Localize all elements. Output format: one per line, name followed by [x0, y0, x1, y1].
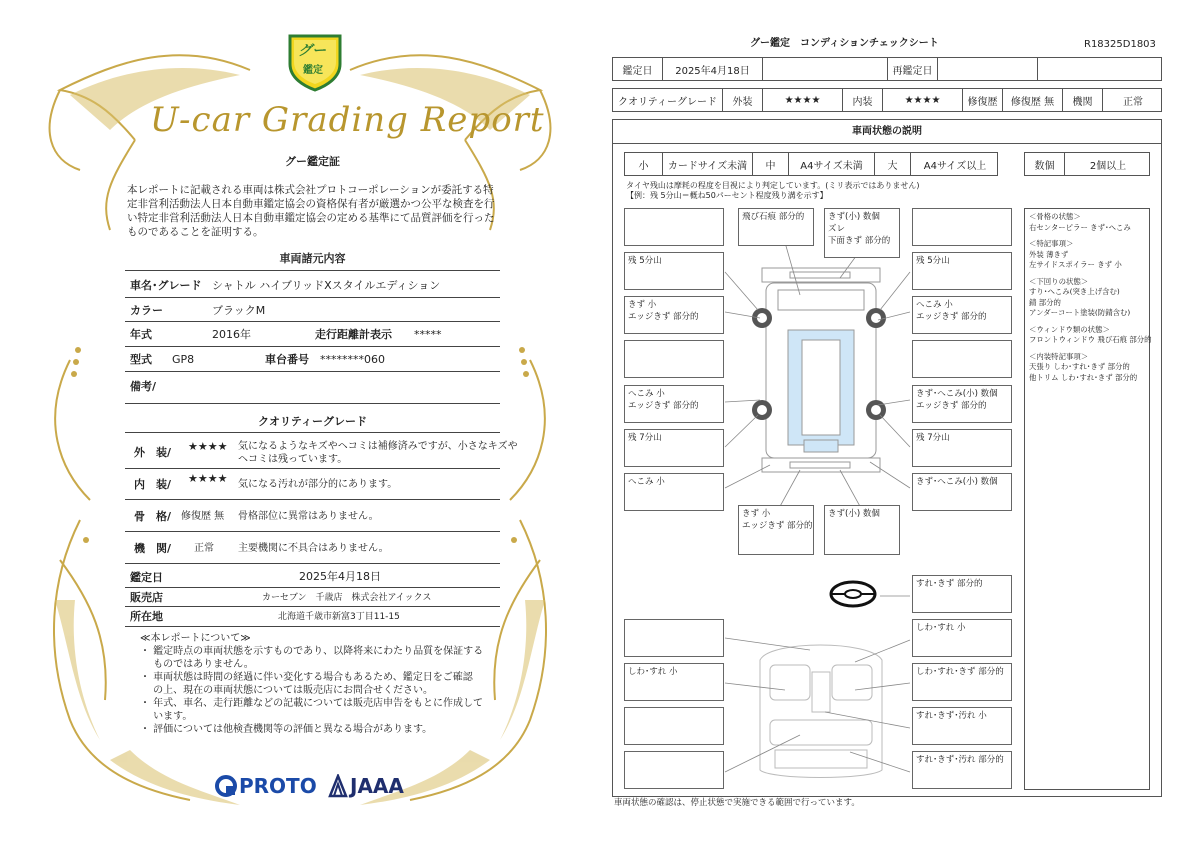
note-text: しわ･すれ 小 — [916, 623, 966, 633]
row-divider — [125, 606, 500, 607]
note-box — [824, 505, 900, 555]
note-text: しわ･すれ･きず 部分的 — [916, 667, 1004, 677]
note-box — [624, 385, 724, 423]
date-label: 鑑定日 — [130, 571, 163, 584]
note-text: きず(小) 数個 — [828, 509, 880, 519]
note-text: しわ･すれ 小 — [628, 667, 678, 677]
note-box — [624, 208, 724, 246]
note-box — [624, 473, 724, 511]
exterior-comment-line2: ヘコミは残っています。 — [238, 454, 348, 465]
address-label: 所在地 — [130, 610, 163, 623]
note-text: 下面きず 部分的 — [828, 236, 891, 246]
exterior-comment-line1: 気になるようなキズやヘコミは補修済みですが、小さなキズや — [238, 441, 518, 452]
specs-title: 車両諸元内容 — [279, 252, 346, 265]
date-value: 2025年4月18日 — [663, 58, 763, 80]
note-text: 飛び石痕 部分的 — [742, 212, 805, 222]
engine-comment: 主要機関に不具合はありません。 — [238, 543, 389, 554]
row-divider — [125, 432, 500, 433]
color-value: ブラックM — [212, 304, 266, 317]
note-box — [912, 296, 1012, 334]
side-note-line: ＜下回りの状態＞ — [1029, 276, 1089, 286]
side-notes-box — [1024, 208, 1150, 790]
chassis-label: 車台番号 — [265, 353, 309, 366]
note-box — [624, 751, 724, 789]
side-notes-list — [1029, 212, 1152, 383]
side-note-line: 左サイドスポイラー きず 小 — [1029, 260, 1122, 269]
note-text: 残 7分山 — [916, 433, 950, 443]
note-box — [624, 707, 724, 745]
interior-stars: ★★★★ — [188, 472, 228, 485]
note-line: ものではありません。 — [140, 659, 254, 670]
chassis-value: ********060 — [320, 353, 385, 366]
note-line: の上、現在の車両状態については販売店にお問合せください。 — [140, 685, 433, 696]
note-box — [912, 619, 1012, 657]
row-divider — [125, 371, 500, 372]
exterior-stars: ★★★★ — [188, 440, 228, 453]
note-box — [912, 252, 1012, 290]
row-divider — [125, 563, 500, 564]
note-text: 残 7分山 — [628, 433, 662, 443]
jaaa-mark-icon — [328, 774, 348, 798]
model-value: GP8 — [172, 353, 195, 366]
address-value: 北海道千歳市新富3丁目11-15 — [278, 612, 400, 622]
vehicle-name: シャトル ハイブリッドXスタイルエディション — [212, 279, 441, 292]
engine-label: 機 関/ — [134, 542, 172, 555]
note-box — [624, 252, 724, 290]
note-text: ズレ — [828, 224, 846, 234]
note-box — [912, 340, 1012, 378]
note-text: すれ･きず･汚れ 小 — [916, 711, 987, 721]
sheet-code: R18325D1803 — [1084, 39, 1156, 50]
frame-comment: 骨格部位に異常はありません。 — [238, 511, 379, 522]
side-note-line: すり･へこみ(突き上げ含む) — [1029, 287, 1120, 296]
note-box — [912, 429, 1012, 467]
car-top-view — [762, 268, 880, 472]
note-box — [738, 208, 814, 246]
note-text: きず･へこみ(小) 数個 — [916, 389, 998, 399]
note-box — [912, 575, 1012, 613]
color-label: カラー — [130, 304, 163, 317]
side-note-line: 錆 部分的 — [1029, 297, 1061, 307]
note-box — [912, 751, 1012, 789]
row-divider — [125, 346, 500, 347]
notes-title: ≪本レポートについて≫ — [140, 633, 251, 644]
sheet-title: グー鑑定 コンディションチェックシート — [750, 38, 939, 49]
row-divider — [125, 403, 500, 404]
year-label: 年式 — [130, 328, 152, 341]
condition-check-sheet — [600, 0, 1200, 848]
note-line: います。 — [140, 711, 193, 722]
note-box — [912, 473, 1012, 511]
frame-value: 修復歴 無 — [181, 511, 225, 522]
repair-history-value: 修復歴 無 — [1003, 89, 1063, 111]
repair-history-label: 修復歴 — [963, 89, 1003, 111]
engine-label: 機関 — [1063, 89, 1103, 111]
quality-grade-label: クオリティーグレード — [613, 89, 723, 111]
note-box — [624, 619, 724, 657]
note-box — [624, 429, 724, 467]
side-note-line: アンダーコート塗装(防錆含む) — [1029, 308, 1131, 317]
note-box — [624, 663, 724, 701]
exterior-label: 外 装/ — [134, 446, 172, 459]
note-box — [912, 208, 1012, 246]
note-line: ・ 年式、車名、走行距離などの記載については販売店申告をもとに作成して — [140, 698, 483, 709]
date-value: 2025年4月18日 — [299, 570, 381, 583]
side-note-line: ＜内装特記事項＞ — [1029, 351, 1089, 361]
logo-bottom-text: 鑑定 — [303, 65, 323, 76]
row-divider — [125, 297, 500, 298]
legend-small-desc: カードサイズ未満 — [663, 153, 753, 175]
certificate-intro: 本レポートに記載される車両は株式会社プロトコーポレーションが委託する特定非営利活動法人日本自動車鑑定協会の資格保有者が厳選かつ公平な検査を行い特定非営利活動法人日本自動車鑑定協会の定める基準にて品質評価を行ったものであることを証明する。 — [127, 184, 495, 238]
interior-label: 内 装/ — [134, 478, 172, 491]
note-text: へこみ 小 — [916, 300, 953, 310]
row-divider — [125, 499, 500, 500]
note-text: きず 小 — [742, 509, 771, 519]
goo-kantei-shield-logo — [286, 30, 344, 92]
date-label: 鑑定日 — [613, 58, 663, 80]
interior-label: 内装 — [843, 89, 883, 111]
note-text: へこみ 小 — [628, 389, 665, 399]
note-box — [912, 707, 1012, 745]
exterior-label: 外装 — [723, 89, 763, 111]
note-text: すれ･きず 部分的 — [916, 579, 983, 589]
note-text: きず 小 — [628, 300, 657, 310]
remarks-label: 備考/ — [130, 380, 157, 393]
row-divider — [125, 270, 500, 271]
legend-large-desc: A4サイズ以上 — [923, 160, 987, 172]
note-box — [738, 505, 814, 555]
engine-value: 正常 — [194, 543, 214, 554]
engine-value: 正常 — [1123, 96, 1143, 108]
note-text: エッジきず 部分的 — [628, 401, 699, 411]
note-box — [824, 208, 900, 258]
reinspection-label: 再鑑定日 — [888, 58, 938, 80]
note-text: エッジきず 部分的 — [916, 401, 987, 411]
notes-list — [140, 645, 483, 736]
side-note-line: フロントウィンドウ 飛び石痕 部分的 — [1029, 335, 1152, 344]
row-divider — [125, 531, 500, 532]
side-note-line: 天張り しわ･すれ･きず 部分的 — [1029, 362, 1130, 371]
note-text: きず(小) 数個 — [828, 212, 880, 222]
note-text: すれ･きず･汚れ 部分的 — [916, 755, 1004, 765]
note-text: エッジきず 部分的 — [628, 312, 699, 322]
note-text: エッジきず 部分的 — [742, 521, 813, 531]
note-line: ・ 車両状態は時間の経過に伴い変化する場合もあるため、鑑定日をご確認 — [140, 672, 473, 683]
proto-text: PROTO — [239, 774, 317, 798]
legend-small: 小 — [625, 153, 663, 175]
certificate-heading: グー鑑定証 — [285, 155, 340, 168]
jaaa-text: JAAA — [350, 774, 404, 798]
dealer-label: 販売店 — [130, 591, 163, 604]
dealer-value: カーセブン 千歳店 株式会社アイックス — [262, 593, 432, 603]
note-text: 残 5分山 — [916, 256, 950, 266]
logo-top-text: グー — [298, 43, 326, 59]
row-divider — [125, 587, 500, 588]
certificate-title: U-car Grading Report — [150, 100, 545, 140]
jaaa-logo — [328, 772, 404, 800]
legend-large: 大 — [875, 153, 911, 175]
note-box — [912, 385, 1012, 423]
count-value: 2個以上 — [1089, 160, 1127, 172]
year-value: 2016年 — [212, 328, 251, 341]
count-label: 数個 — [1025, 153, 1065, 175]
row-divider — [125, 321, 500, 322]
model-label: 型式 — [130, 353, 152, 366]
tire-note-line2: 【例：残 5分山＝概ね50パーセント程度残り溝を示す】 — [626, 191, 828, 200]
sheet-footer: 車両状態の確認は、停止状態で実施できる範囲で行っています。 — [614, 798, 860, 808]
note-line: ・ 鑑定時点の車両状態を示すものであり、以降将来にわたり品質を保証する — [140, 646, 484, 657]
note-text: 残 5分山 — [628, 256, 662, 266]
car-interior-view — [760, 645, 882, 778]
interior-stars: ★★★★ — [883, 89, 963, 111]
mileage-label: 走行距離計表示 — [315, 328, 392, 341]
vehicle-name-label: 車名･グレード — [130, 279, 202, 292]
row-divider — [125, 468, 500, 469]
tire-note-line1: タイヤ残山は摩耗の程度を目視により判定しています。(ミリ表示ではありません) — [626, 181, 920, 190]
proto-mark-icon — [215, 775, 237, 797]
note-box — [912, 663, 1012, 701]
shield-icon — [286, 30, 344, 92]
side-note-line: 他トリム しわ･すれ･きず 部分的 — [1029, 372, 1138, 382]
note-text: きず･へこみ(小) 数個 — [916, 477, 998, 487]
legend-medium: 中 — [753, 153, 789, 175]
note-text: へこみ 小 — [628, 477, 665, 487]
side-note-line: ＜骨格の状態＞ — [1029, 212, 1081, 221]
steering-wheel-icon — [831, 582, 875, 606]
interior-comment: 気になる汚れが部分的にあります。 — [238, 479, 398, 490]
quality-title: クオリティーグレード — [258, 415, 367, 428]
section-title: 車両状態の説明 — [852, 126, 922, 137]
row-divider — [125, 626, 500, 627]
side-note-line: ＜特記事項＞ — [1029, 239, 1074, 248]
note-box — [624, 296, 724, 334]
side-note-line: ＜ウィンドウ類の状態＞ — [1029, 324, 1110, 334]
exterior-stars: ★★★★ — [763, 89, 843, 111]
note-line: ・ 評価については他検査機関等の評価と異なる場合があります。 — [140, 724, 433, 735]
legend-medium-desc: A4サイズ未満 — [789, 153, 875, 175]
note-box — [624, 340, 724, 378]
proto-logo — [215, 772, 317, 800]
mileage-value: ***** — [414, 328, 442, 341]
frame-label: 骨 格/ — [134, 510, 172, 523]
note-text: エッジきず 部分的 — [916, 312, 987, 322]
side-note-line: 右センターピラー きず･へこみ — [1029, 222, 1131, 232]
side-note-line: 外装 薄きず — [1029, 249, 1069, 259]
